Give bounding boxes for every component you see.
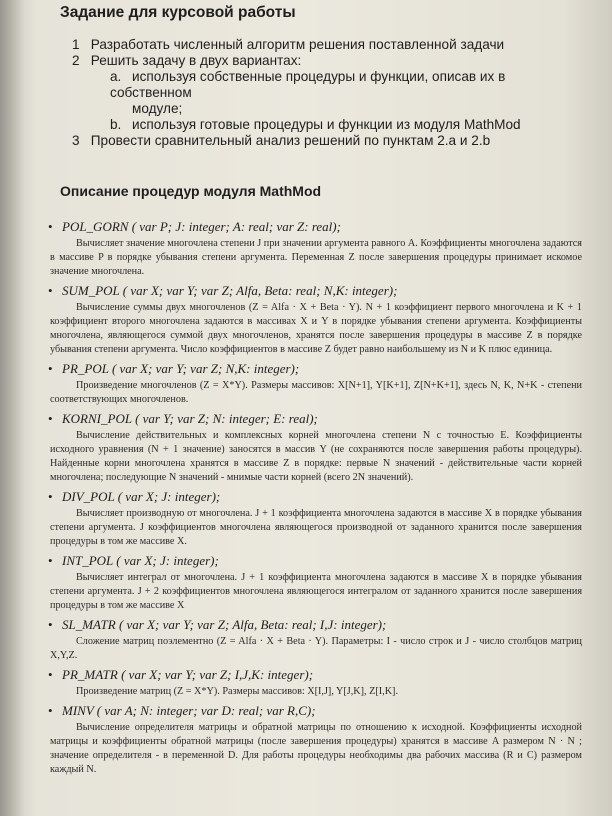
procedure-signature: POL_GORN ( var P; J: integer; A: real; var Z: real); xyxy=(62,219,341,234)
procedure-korni-pol xyxy=(50,411,582,485)
task-subitem-b xyxy=(110,117,582,133)
procedure-signature: SL_MATR ( var X; var Y; var Z; Alfa, Beta: real; I,J: integer); xyxy=(62,617,387,632)
procedure-description: Вычисляет значение многочлена степени J при значении аргумента равного A. Коэффициенты многочлена задаются в массиве P в порядке убывания степени аргумента. Переменная Z после завершения процедуры принимает искомое значение многочлена. xyxy=(50,238,582,277)
procedure-signature: PR_POL ( var X; var Y; var Z; N,K: integer); xyxy=(62,361,300,376)
task-number: 2 xyxy=(72,53,80,68)
bullet-icon: • xyxy=(48,489,53,504)
task-subitem-a xyxy=(110,69,582,117)
procedure-signature: KORNI_POL ( var Y; var Z; N: integer; E: real); xyxy=(62,411,318,426)
procedure-pol-gorn xyxy=(50,219,582,279)
task-text: Разработать численный алгоритм решения поставленной задачи xyxy=(90,37,505,52)
task-item-2 xyxy=(72,53,582,69)
procedure-description: Вычисляет производную от многочлена. J + 1 коэффициента многочлена задаются в массиве X в порядке убывания степени аргумента. J коэффициентов многочлена являющегося производной от заданного хранится после завершения процедуры в том же массиве X. xyxy=(50,508,582,547)
subitem-text: используя готовые процедуры и функции из модуля MathMod xyxy=(132,117,521,132)
procedure-pr-pol xyxy=(50,361,582,407)
procedure-signature: INT_POL ( var X; J: integer); xyxy=(62,553,219,568)
task-text: Провести сравнительный анализ решений по пунктам 2.а и 2.b xyxy=(90,133,491,148)
task-item-1 xyxy=(72,37,582,53)
bullet-icon: • xyxy=(48,361,53,376)
bullet-icon: • xyxy=(48,283,53,298)
bullet-icon: • xyxy=(48,411,53,426)
procedure-sl-matr xyxy=(50,617,582,663)
section-title: Описание процедур модуля MathMod xyxy=(60,183,322,199)
procedure-signature: SUM_POL ( var X; var Y; var Z; Alfa, Beta: real; N,K: integer); xyxy=(62,283,398,298)
bullet-icon: • xyxy=(48,219,53,234)
task-text: Решить задачу в двух вариантах: xyxy=(90,53,302,68)
bullet-icon: • xyxy=(48,617,53,632)
subitem-text: используя собственные процедуры и функции, описав их в собственном xyxy=(110,69,506,100)
procedure-description: Вычисляет интеграл от многочлена. J + 1 коэффициента многочлена задаются в массиве X в порядке убывания степени аргумента. J + 2 коэффициентов многочлена являющегося интегралом от заданного хранится после завершения процедуры в том же массиве X xyxy=(50,572,582,611)
bullet-icon: • xyxy=(48,553,53,568)
procedure-div-pol xyxy=(50,489,582,549)
procedure-int-pol xyxy=(50,553,582,613)
procedure-sum-pol xyxy=(50,283,582,357)
procedure-signature: MINV ( var A; N: integer; var D: real; var R,C); xyxy=(62,703,316,718)
task-list xyxy=(50,37,582,149)
page-edge-shadow xyxy=(0,0,24,816)
task-number: 3 xyxy=(72,133,80,148)
procedure-description: Сложение матриц поэлементно (Z = Alfa · X + Beta · Y). Параметры: I - число строк и J - число столбцов матриц X,Y,Z. xyxy=(50,636,582,661)
procedure-description: Вычисление действительных и комплексных корней многочлена степени N с точностью E. Коэффициенты исходного уравнения (N + 1 значение) заносятся в массив Y (не сохраняются после завершения работы процедуры). Найденные корни многочлена хранятся в массиве Z в порядке: первые N значений - действительные части корней многочлена; последующие N значений - мнимые части корней (всего 2N значений). xyxy=(50,430,582,483)
task-item-3 xyxy=(72,133,582,149)
subitem-letter: a. xyxy=(110,69,122,84)
procedure-minv xyxy=(50,703,582,777)
bullet-icon: • xyxy=(48,667,53,682)
procedure-pr-matr xyxy=(50,667,582,699)
subitem-letter: b. xyxy=(110,117,122,132)
procedure-list xyxy=(50,219,582,777)
procedure-description: Вычисление суммы двух многочленов (Z = Alfa · X + Beta · Y). N + 1 коэффициент первого многочлена и K + 1 коэффициент второго многочлена задаются в массивах X и Y в порядке убывания степени аргумента. Коэффициенты многочлена, являющегося суммой двух многочленов, хранятся после завершения процедуры в массиве Z в порядке убывания степени аргумента. Число коэффициентов в массиве Z будет равно наибольшему из N и K плюс единица. xyxy=(50,302,582,355)
task-number: 1 xyxy=(72,37,80,52)
procedure-signature: DIV_POL ( var X; J: integer); xyxy=(62,489,221,504)
procedure-signature: PR_MATR ( var X; var Y; var Z; I,J,K: integer); xyxy=(62,667,314,682)
bullet-icon: • xyxy=(48,703,53,718)
procedure-description: Произведение матриц (Z = X*Y). Размеры массивов: X[I,J], Y[J,K], Z[I,K]. xyxy=(76,686,398,697)
page-title: Задание для курсовой работы xyxy=(60,4,296,21)
procedure-description: Вычисление определителя матрицы и обратной матрицы по отношению к исходной. Коэффициенты исходной матрицы и коэффициенты обратной матрицы (после завершения процедуры) хранятся в массиве A размером N · N ; значение определителя - в переменной D. Для работы процедуры необходимы два рабочих массива (R и C) размером каждый N. xyxy=(50,722,582,775)
subitem-text-wrap: модуле; xyxy=(132,101,183,116)
procedure-description: Произведение многочленов (Z = X*Y). Размеры массивов: X[N+1], Y[K+1], Z[N+K+1], здесь N, K, N+K - степени соответствующих многочленов. xyxy=(50,380,582,405)
